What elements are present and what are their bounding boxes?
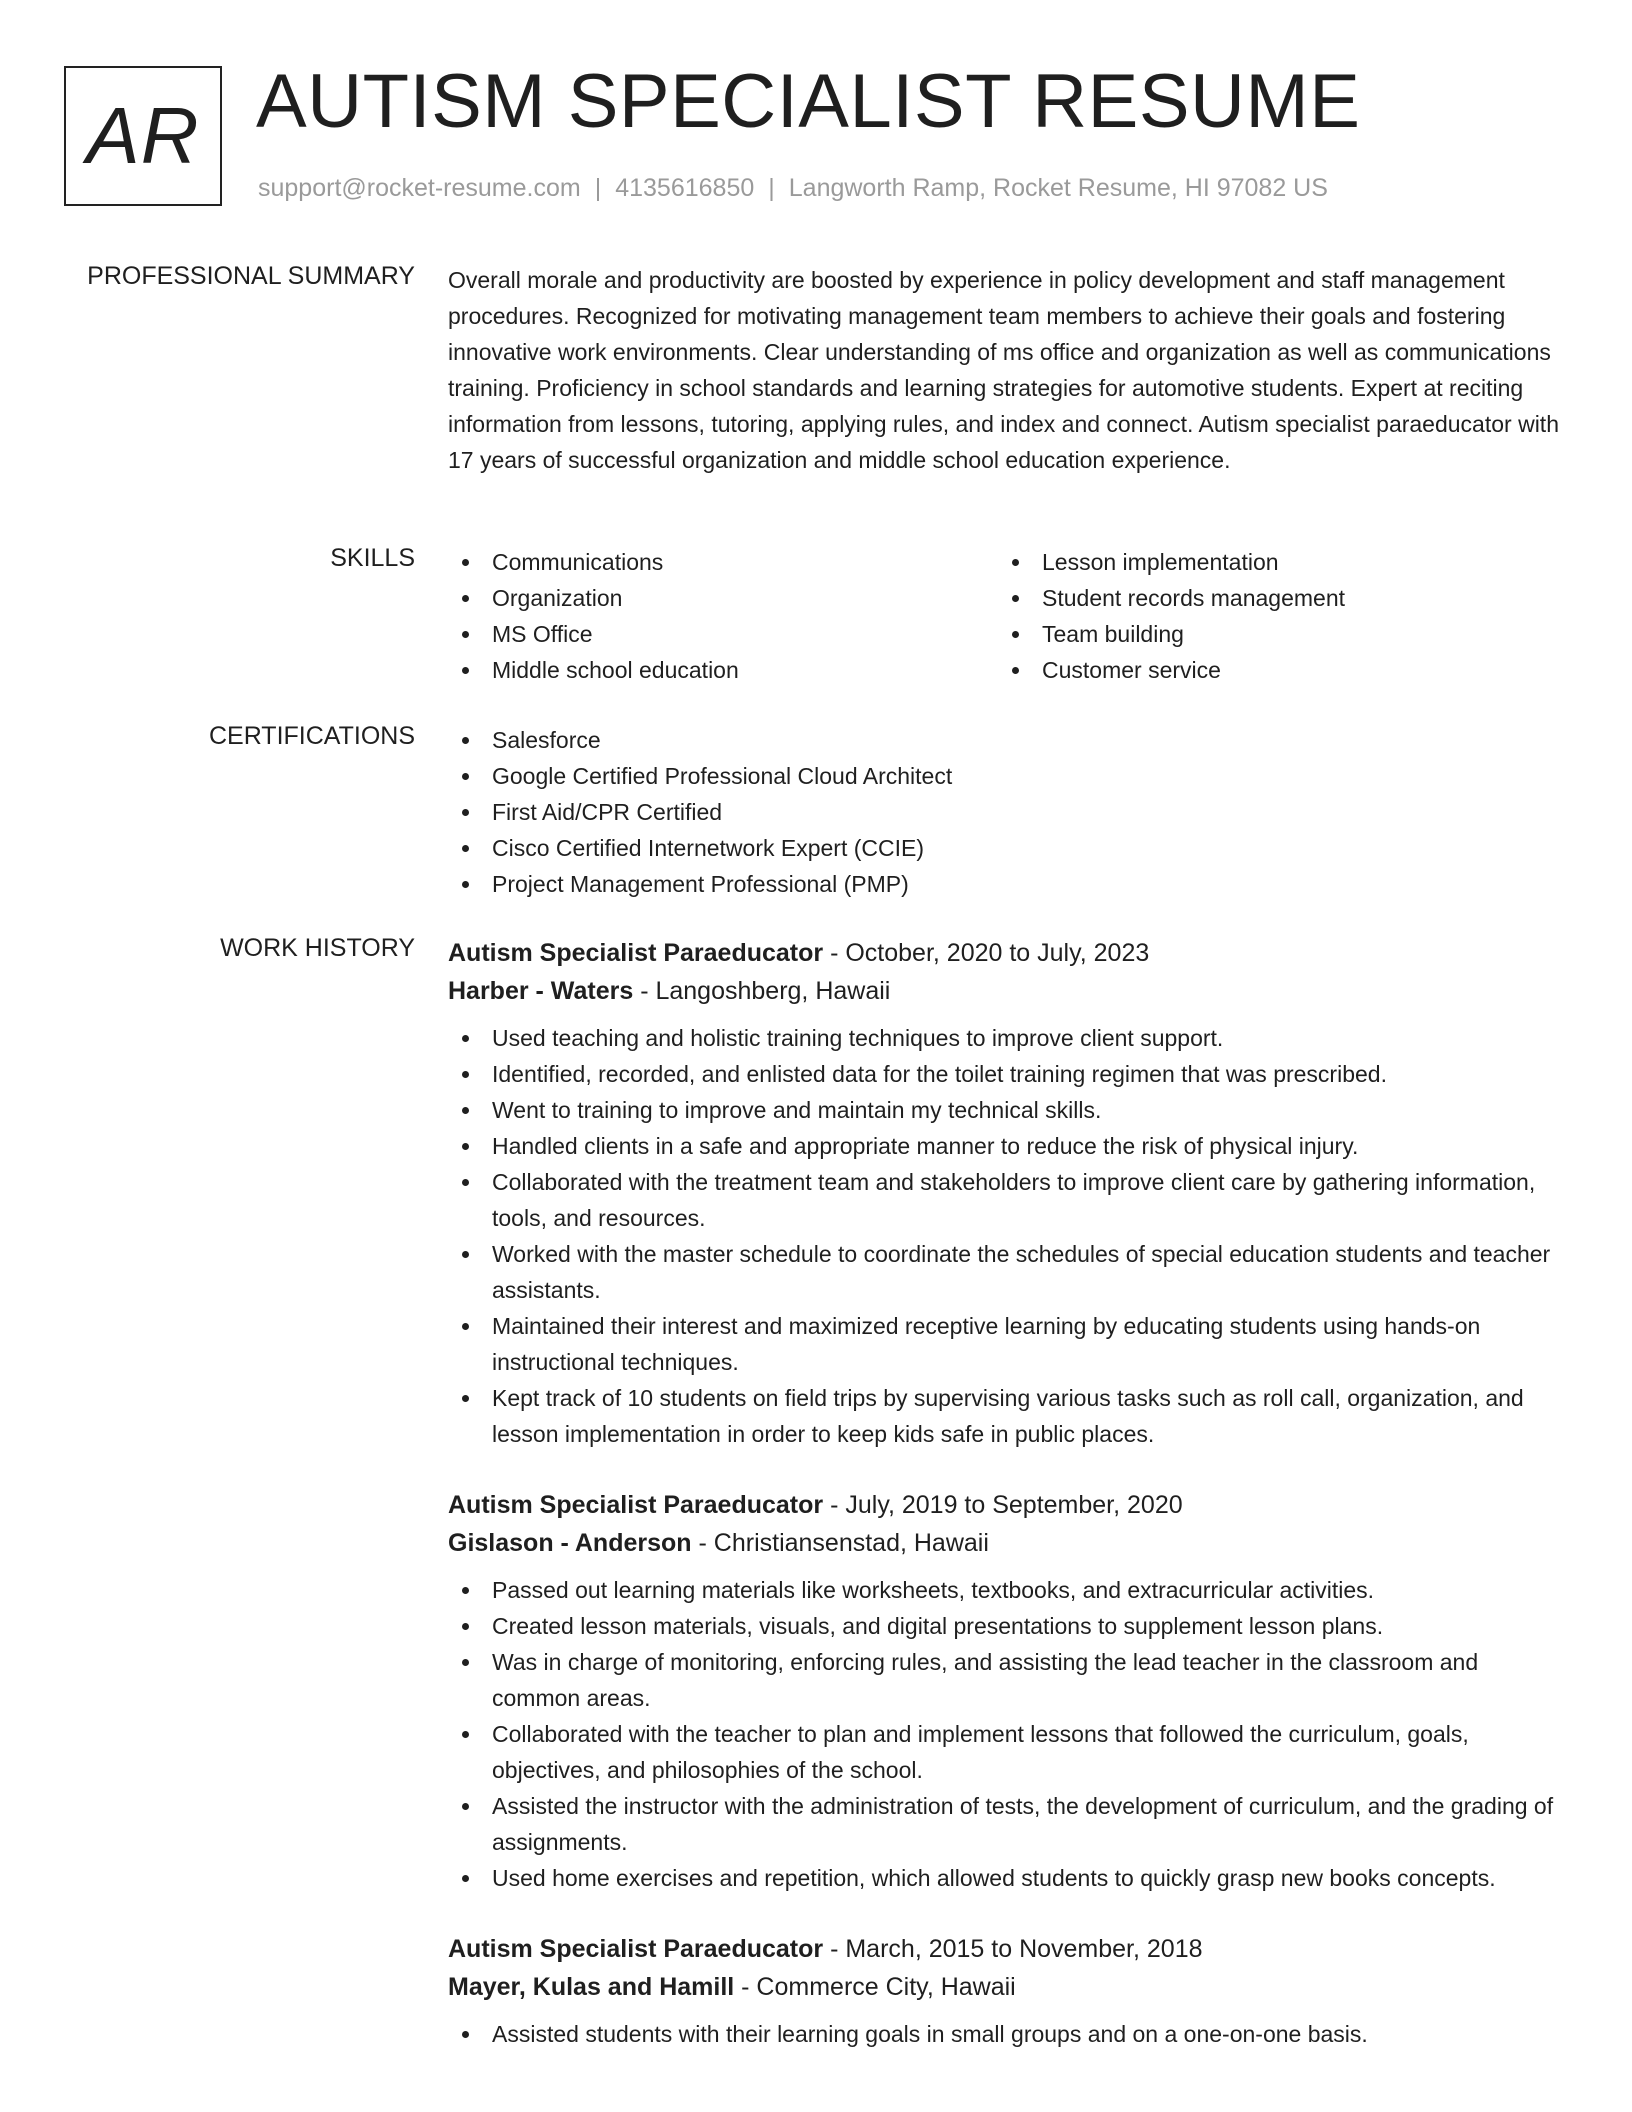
job-title-line [448, 1930, 1568, 1968]
monogram-logo: AR [64, 66, 222, 206]
job-bullet: Passed out learning materials like worksheets, textbooks, and extracurricular activities. [448, 1572, 1568, 1608]
job-bullet: Assisted students with their learning goals in small groups and on a one-on-one basis. [448, 2016, 1568, 2052]
summary-heading: PROFESSIONAL SUMMARY [87, 262, 415, 290]
job-bullet: Created lesson materials, visuals, and digital presentations to supplement lesson plans. [448, 1608, 1568, 1644]
job-bullet: Collaborated with the teacher to plan and implement lessons that followed the curriculum, goals, objectives, and philosophies of the school. [448, 1716, 1568, 1788]
job-bullet: Used teaching and holistic training techniques to improve client support. [448, 1020, 1568, 1056]
job-bullet: Handled clients in a safe and appropriate manner to reduce the risk of physical injury. [448, 1128, 1568, 1164]
job-title-line [448, 1486, 1568, 1524]
skills-list-right [998, 544, 1548, 688]
job-bullet: Kept track of 10 students on field trips by supervising various tasks such as roll call, organization, and lesson implementation in order to keep kids safe in public places. [448, 1380, 1568, 1452]
certification-item: Salesforce [448, 722, 1568, 758]
job-location: - Langoshberg, Hawaii [633, 977, 891, 1005]
job-dates: - July, 2019 to September, 2020 [823, 1491, 1183, 1519]
contact-phone[interactable]: 4135616850 [615, 174, 755, 202]
job-location: - Commerce City, Hawaii [734, 1973, 1016, 2001]
job-title: Autism Specialist Paraeducator [448, 939, 824, 967]
summary-text: Overall morale and productivity are boosted by experience in policy development and staff management procedures. Recognized for motivating management team members to achieve their goals and fostering innovative work environments. Clear understanding of ms office and organization as well as communications training. Proficiency in school standards and learning strategies for automotive students. Expert at reciting information from lessons, tutoring, applying rules, and index and connect. Autism specialist paraeducator with 17 years of successful organization and middle school education experience. [448, 267, 1559, 473]
job-dates: - March, 2015 to November, 2018 [823, 1935, 1203, 1963]
job-company-line [448, 972, 1568, 1010]
skill-item: Team building [998, 616, 1548, 652]
skill-item: Middle school education [448, 652, 998, 688]
job-dates: - October, 2020 to July, 2023 [823, 939, 1150, 967]
work-history-heading: WORK HISTORY [220, 934, 415, 962]
job-entry [448, 1486, 1568, 1896]
job-entry [448, 1930, 1568, 2052]
skill-item: Student records management [998, 580, 1548, 616]
resume-header [64, 59, 1568, 216]
job-entry [448, 934, 1568, 1452]
certification-item: Google Certified Professional Cloud Architect [448, 758, 1568, 794]
job-bullet: Maintained their interest and maximized receptive learning by educating students using hands-on instructional techniques. [448, 1308, 1568, 1380]
certifications-list [448, 722, 1568, 902]
certification-item: First Aid/CPR Certified [448, 794, 1568, 830]
job-company: Gislason - Anderson [448, 1529, 692, 1557]
resume-title: AUTISM SPECIALIST RESUME [256, 59, 1361, 144]
certifications-heading: CERTIFICATIONS [208, 722, 415, 750]
job-title-line [448, 934, 1568, 972]
job-title: Autism Specialist Paraeducator [448, 1935, 824, 1963]
skills-list-left [448, 544, 998, 688]
job-title: Autism Specialist Paraeducator [448, 1491, 824, 1519]
job-company: Mayer, Kulas and Hamill [448, 1973, 735, 2001]
skill-item: Communications [448, 544, 998, 580]
certification-item: Project Management Professional (PMP) [448, 866, 1568, 902]
skill-item: Lesson implementation [998, 544, 1548, 580]
contact-separator: | [768, 174, 775, 202]
job-bullet: Used home exercises and repetition, which allowed students to quickly grasp new books concepts. [448, 1860, 1568, 1896]
job-bullets [448, 1020, 1568, 1452]
job-bullet: Assisted the instructor with the administration of tests, the development of curriculum, and the grading of assignments. [448, 1788, 1568, 1860]
job-company: Harber - Waters [448, 977, 634, 1005]
job-bullet: Identified, recorded, and enlisted data for the toilet training regimen that was prescribed. [448, 1056, 1568, 1092]
job-bullet: Worked with the master schedule to coordinate the schedules of special education students and teacher assistants. [448, 1236, 1568, 1308]
contact-line [258, 174, 1328, 203]
skill-item: MS Office [448, 616, 998, 652]
contact-address: Langworth Ramp, Rocket Resume, HI 97082 US [788, 174, 1328, 202]
contact-email[interactable]: support@rocket-resume.com [258, 174, 581, 202]
job-location: - Christiansenstad, Hawaii [691, 1529, 989, 1557]
contact-separator: | [594, 174, 602, 202]
job-bullet: Was in charge of monitoring, enforcing rules, and assisting the lead teacher in the classroom and common areas. [448, 1644, 1568, 1716]
skills-heading: SKILLS [330, 544, 415, 572]
certification-item: Cisco Certified Internetwork Expert (CCIE) [448, 830, 1568, 866]
job-company-line [448, 1968, 1568, 2006]
job-bullet: Collaborated with the treatment team and stakeholders to improve client care by gathering information, tools, and resources. [448, 1164, 1568, 1236]
job-bullet: Went to training to improve and maintain my technical skills. [448, 1092, 1568, 1128]
job-company-line [448, 1524, 1568, 1562]
job-bullets [448, 2016, 1568, 2052]
jobs-list [448, 934, 1568, 2086]
job-bullets [448, 1572, 1568, 1896]
skill-item: Customer service [998, 652, 1548, 688]
skill-item: Organization [448, 580, 998, 616]
